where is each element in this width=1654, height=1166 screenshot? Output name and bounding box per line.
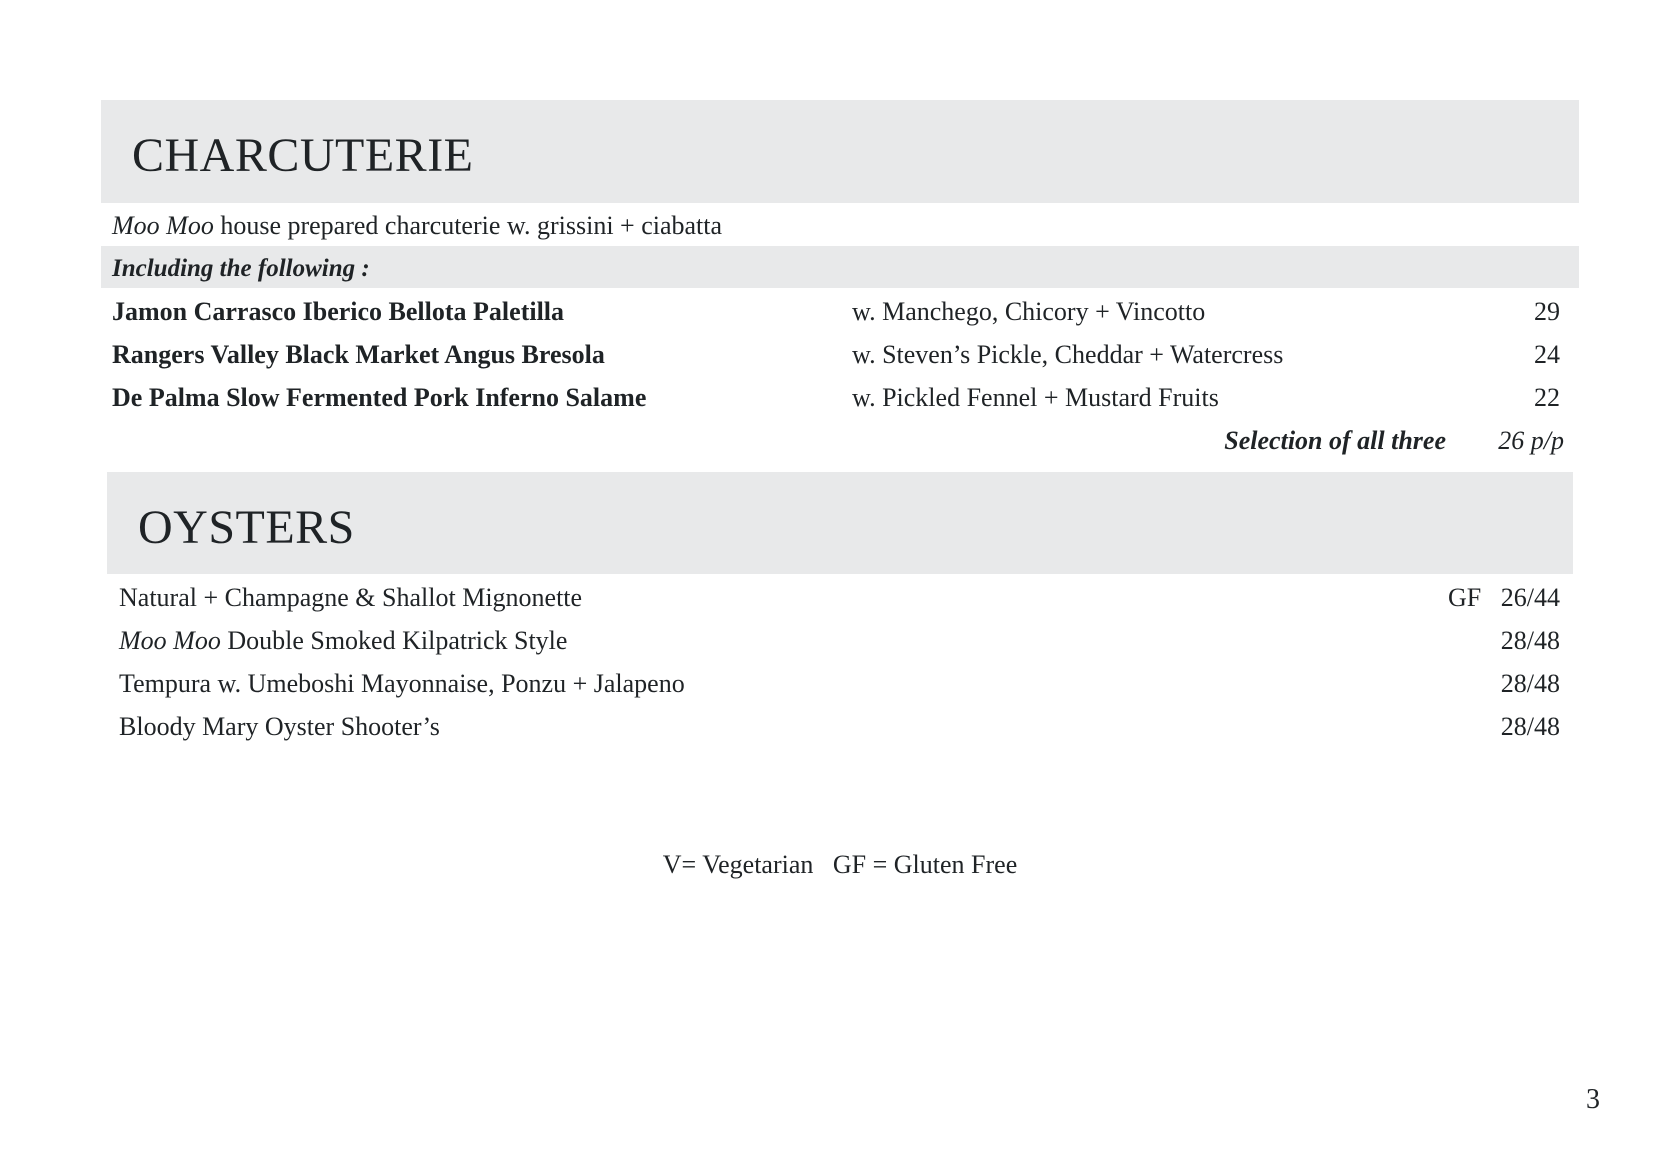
oyster-item-price: 28/48 xyxy=(1500,626,1560,655)
charcuterie-intro xyxy=(112,213,722,239)
selection-price: 26 p/p xyxy=(1498,426,1564,455)
intro-text: house prepared charcuterie w. grissini + ciabatta xyxy=(213,211,723,240)
dietary-legend: V= Vegetarian GF = Gluten Free xyxy=(662,850,1018,879)
charcuterie-item-price: 29 xyxy=(1534,297,1560,326)
including-label: Including the following : xyxy=(112,255,370,282)
charcuterie-item-accompaniment: w. Pickled Fennel + Mustard Fruits xyxy=(852,383,1219,412)
oyster-item-name xyxy=(119,628,567,654)
charcuterie-item-accompaniment: w. Manchego, Chicory + Vincotto xyxy=(852,297,1206,326)
charcuterie-item-name: Rangers Valley Black Market Angus Bresola xyxy=(112,340,605,369)
oyster-item-brand: Moo Moo xyxy=(119,626,221,655)
charcuterie-item-accompaniment: w. Steven’s Pickle, Cheddar + Watercress xyxy=(852,340,1284,369)
oyster-item-name: Tempura w. Umeboshi Mayonnaise, Ponzu + Jalapeno xyxy=(119,669,685,698)
page-number: 3 xyxy=(1586,1084,1600,1115)
intro-brand: Moo Moo xyxy=(112,211,214,240)
oyster-item-price: 26/44 xyxy=(1500,583,1560,612)
oysters-title: OYSTERS xyxy=(138,501,355,554)
charcuterie-item-name: Jamon Carrasco Iberico Bellota Paletilla xyxy=(112,297,565,326)
charcuterie-title: CHARCUTERIE xyxy=(132,129,474,182)
charcuterie-item-name: De Palma Slow Fermented Pork Inferno Salame xyxy=(112,383,647,412)
charcuterie-item-price: 22 xyxy=(1534,383,1560,412)
charcuterie-header xyxy=(101,100,1579,203)
oyster-item-price: 28/48 xyxy=(1500,712,1560,741)
charcuterie-item-price: 24 xyxy=(1534,340,1560,369)
selection-label: Selection of all three xyxy=(1224,426,1446,455)
oyster-item-name: Natural + Champagne & Shallot Mignonette xyxy=(119,583,583,612)
gluten-free-tag: GF xyxy=(1448,583,1482,612)
oyster-item-text: Double Smoked Kilpatrick Style xyxy=(220,626,568,655)
oyster-item-price: 28/48 xyxy=(1500,669,1560,698)
oyster-item-name: Bloody Mary Oyster Shooter’s xyxy=(119,712,440,741)
oysters-header xyxy=(107,472,1573,574)
